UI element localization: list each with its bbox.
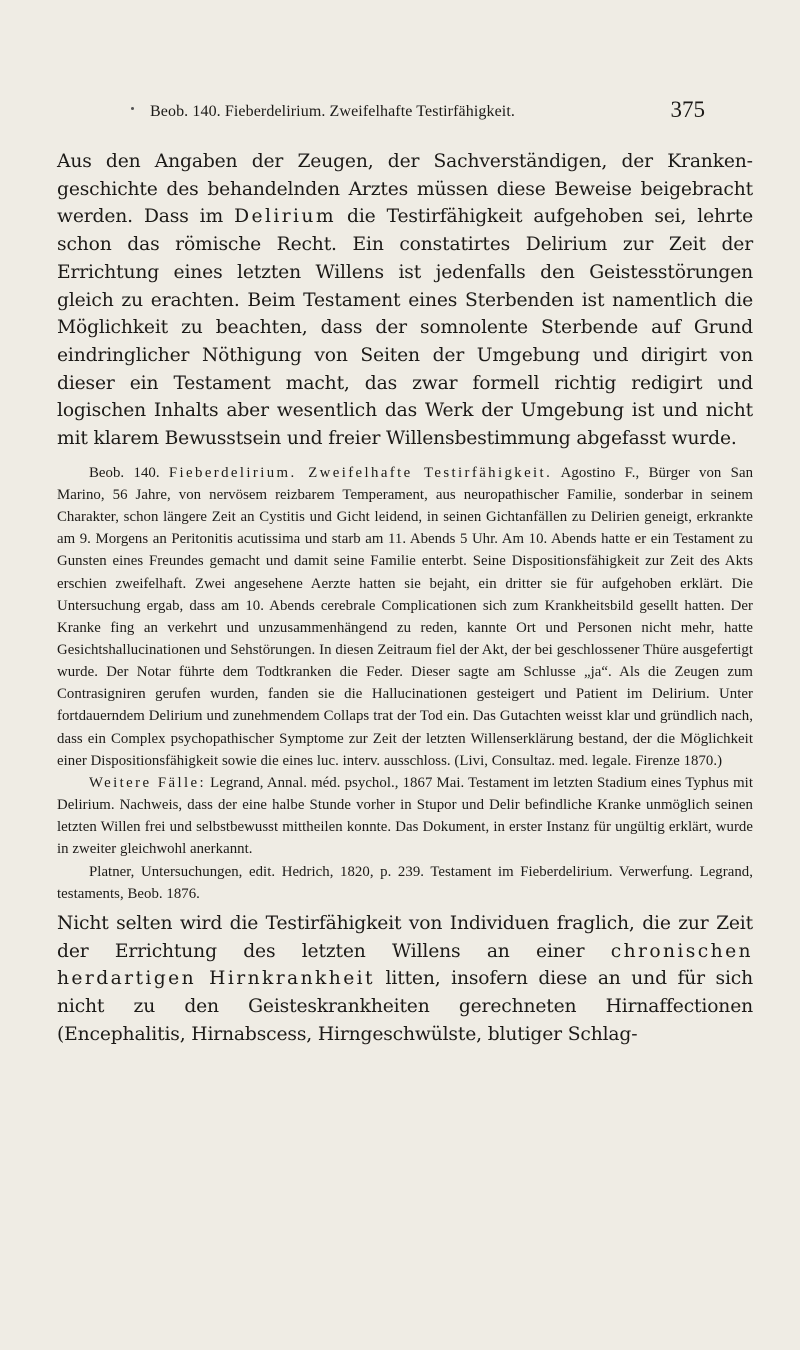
running-title: Beob. 140. Fieberdelirium. Zweifelhafte Testirfähigkeit. xyxy=(150,103,515,120)
platner-text: Platner, Untersuchungen, edit. Hedrich, 1820, p. 239. Testament im Fieberdelirium. Verwerfung. Legrand, testaments, Beob. 1876. xyxy=(57,863,753,902)
spaced-term-delirium: Delirium xyxy=(234,206,336,228)
paragraph-text: litten, insofern diese an und für sich nicht zu den Geisteskrankheiten gerechneten Hirnaffectionen (Encephalitis, Hirnabscess, Hirngeschwülste, blutiger Schlag- xyxy=(57,968,753,1045)
further-cases-text: Legrand, Annal. méd. psychol., 1867 Mai. Testament im letzten Stadium eines Typhus mit Delirium. Nachweis, dass der eine halbe Stunde vorher in Stupor und Delir befindliche Kranke unmöglich seinen letzten Willen frei und selbstbewusst mittheilen konnte. Das Dokument, in erster Instanz für ungültig erklärt, wurde in zweiter gleichwohl anerkannt. xyxy=(57,774,753,858)
further-cases xyxy=(57,772,753,861)
further-cases-lead: Weitere Fälle: xyxy=(89,774,207,791)
margin-dot xyxy=(131,107,134,110)
paragraph-text: Nicht selten wird die Testirfähigkeit von Individuen fraglich, die zur Zeit der Errichtung des letzten Willens an einer xyxy=(57,912,753,962)
observation-title: Fieberdelirium. Zweifelhafte Testirfähigkeit. xyxy=(168,464,553,481)
platner-reference xyxy=(57,861,753,905)
spaced-term-chronic-brain-disease: chronischen herdartigen Hirnkrankheit xyxy=(57,940,753,990)
observation-text: Agostino F., Bürger von San Marino, 56 Jahre, von nervösem reizbarem Temperament, aus neuropathischer Familie, sonderbar in seinem Charakter, schon längere Zeit an Cystitis und Gicht leidend, in seinen Gichtanfällen zu Delirien geneigt, erkrankte am 9. Morgens an Peritonitis acutissima und starb am 11. Abends 5 Uhr. Am 10. Abends hatte er ein Testament zu Gunsten eines Freundes gemacht und damit seine Familie enterbt. Seine Dispositionsfähigkeit zur Zeit des Akts erschien zweifelhaft. Zwei angesehene Aerzte hatten sie bejaht, ein dritter sie für aufgehoben erklärt. Die Untersuchung ergab, dass am 10. Abends cerebrale Complicationen sich zum Krankheitsbild gesellt hatten. Der Kranke fing an verkehrt und unzusammenhängend zu reden, kannte Ort und Personen nicht mehr, hatte Gesichtshallucinationen und Sehstörungen. In diesen Zeitraum fiel der Akt, der bei geschlossener Thüre ausgefertigt wurde. Der Notar führte dem Todtkranken die Feder. Dieser sagte am Schlusse „ja“. Als die Zeugen zum Contrasigniren gerufen wurden, fanden sie die Hallucinationen gesteigert und Patient im Delirium. Unter fortdauerndem Delirium und zunehmendem Collaps trat der Tod ein. Das Gutachten weisst klar und gründlich nach, dass ein Complex psychopathischer Symptome zur Zeit der letzten Willenserklärung bestand, der die Möglichkeit einer Dispositionsfähigkeit sowie die eines luc. interv. ausschloss. (Livi, Consultaz. med. legale. Firenze 1870.) xyxy=(57,464,754,769)
paragraph-text: die Testirfähigkeit aufgehoben sei, lehrte schon das römische Recht. Ein constatirtes Delirium zur Zeit der Errichtung eines letzten Willens ist jedenfalls den Geistesstörungen gleich zu erachten. Beim Testament eines Sterbenden ist namentlich die Möglichkeit zu beachten, dass der somnolente Sterbende auf Grund eindringlicher Nöthigung von Seiten der Umgebung und dirigirt von dieser ein Testament macht, das zwar formell richtig redigirt und logischen Inhalts aber wesentlich das Werk der Umgebung ist und nicht mit klarem Bewusstsein und freier Willensbestimmung abgefasst wurde. xyxy=(57,206,753,450)
observation-lead: Beob. 140. xyxy=(89,464,169,481)
page-body xyxy=(57,148,753,1048)
paragraph-delirium-testament xyxy=(57,148,753,453)
running-header xyxy=(150,97,705,127)
paragraph-text: Aus den Angaben der Zeugen, der Sachverständigen, der Krankengeschichte des behandelnden Arztes müssen diese Beweise beigebracht werden. Dass im xyxy=(57,151,753,228)
paragraph-chronic-brain-disease xyxy=(57,910,753,1049)
page-number: 375 xyxy=(670,97,705,122)
observation-140 xyxy=(57,462,753,772)
